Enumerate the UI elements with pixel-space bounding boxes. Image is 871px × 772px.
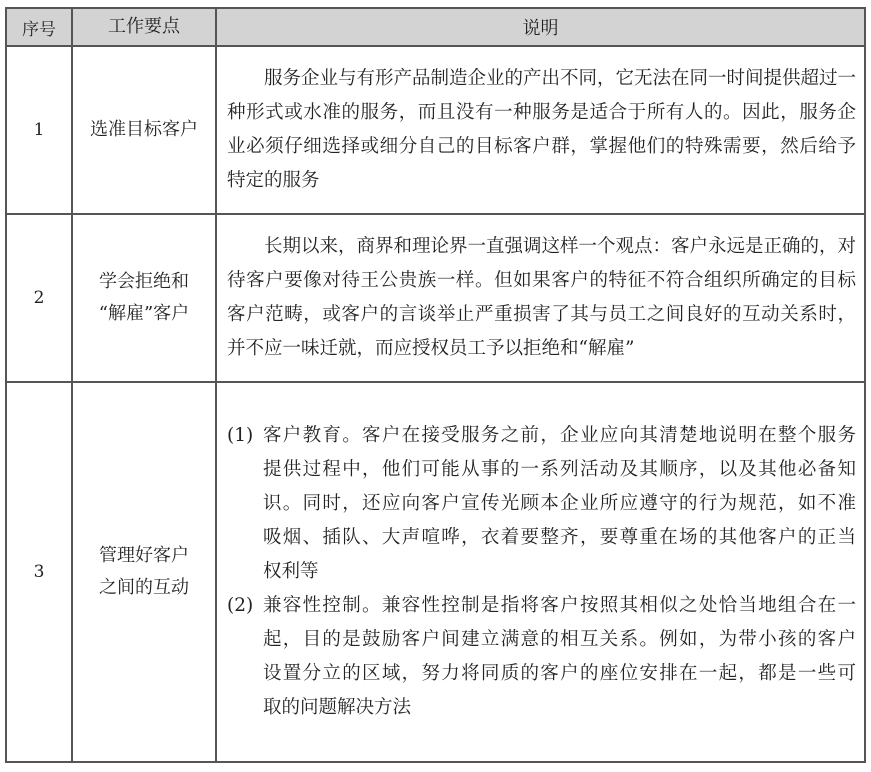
point-line: 选准目标客户 <box>89 119 198 140</box>
item-number: (1) <box>226 425 254 446</box>
header-desc: 说明 <box>216 8 865 46</box>
row-point <box>72 382 216 762</box>
table-row <box>6 214 865 382</box>
desc-line: 权利等 <box>262 561 319 582</box>
desc-line: 并不应一味迁就，而应授权员工予以拒绝和“解雇” <box>226 338 635 359</box>
point-line: “解雇”客户 <box>98 303 190 324</box>
table-row <box>6 46 865 214</box>
desc-line: 客户教育。客户在接受服务之前，企业应向其清楚地说明在整个服务 <box>262 425 856 446</box>
desc-line: 特定的服务 <box>226 170 320 191</box>
desc-line: 待客户要像对待王公贵族一样。但如果客户的特征不符合组织所确定的目标 <box>226 270 856 291</box>
row-desc <box>216 46 865 214</box>
desc-line: 种形式或水准的服务，而且没有一种服务是适合于所有人的。因此，服务企 <box>226 102 856 123</box>
row-no: 1 <box>6 46 72 214</box>
header-point: 工作要点 <box>72 8 216 46</box>
desc-line: 服务企业与有形产品制造企业的产出不同，它无法在同一时间提供超过一 <box>226 68 856 89</box>
desc-line: 长期以来，商界和理论界一直强调这样一个观点：客户永远是正确的，对 <box>226 236 856 257</box>
row-point <box>72 214 216 382</box>
row-desc <box>216 382 865 762</box>
row-no: 3 <box>6 382 72 762</box>
row-point <box>72 46 216 214</box>
desc-item <box>227 419 856 589</box>
header-no: 序号 <box>6 8 72 46</box>
header-row <box>6 8 865 46</box>
desc-line: 吸烟、插队、大声喧哗，衣着要整齐，要尊重在场的其他客户的正当 <box>262 527 856 548</box>
point-line: 学会拒绝和 <box>98 271 189 292</box>
desc-line: 识。同时，还应向客户宣传光顾本企业所应遵守的行为规范，如不准 <box>262 493 856 514</box>
desc-line: 取的问题解决方法 <box>262 697 411 718</box>
work-points-table <box>5 7 866 763</box>
desc-line: 客户范畴，或客户的言谈举止严重损害了其与员工之间良好的互动关系时， <box>226 304 856 325</box>
desc-line: 业必须仔细选择或细分自己的目标客户群，掌握他们的特殊需要，然后给予 <box>226 136 856 157</box>
item-number: (2) <box>226 595 254 616</box>
desc-item <box>227 589 856 725</box>
desc-line: 设置分立的区域，努力将同质的客户的座位安排在一起，都是一些可 <box>262 663 856 684</box>
desc-line: 提供过程中，他们可能从事的一系列活动及其顺序，以及其他必备知 <box>262 459 856 480</box>
point-line: 管理好客户 <box>98 545 189 566</box>
point-line: 之间的互动 <box>98 577 189 598</box>
row-desc <box>216 214 865 382</box>
desc-line: 起，目的是鼓励客户间建立满意的相互关系。例如，为带小孩的客户 <box>262 629 856 650</box>
desc-line: 兼容性控制。兼容性控制是指将客户按照其相似之处恰当地组合在一 <box>262 595 856 616</box>
table-row <box>6 382 865 762</box>
row-no: 2 <box>6 214 72 382</box>
